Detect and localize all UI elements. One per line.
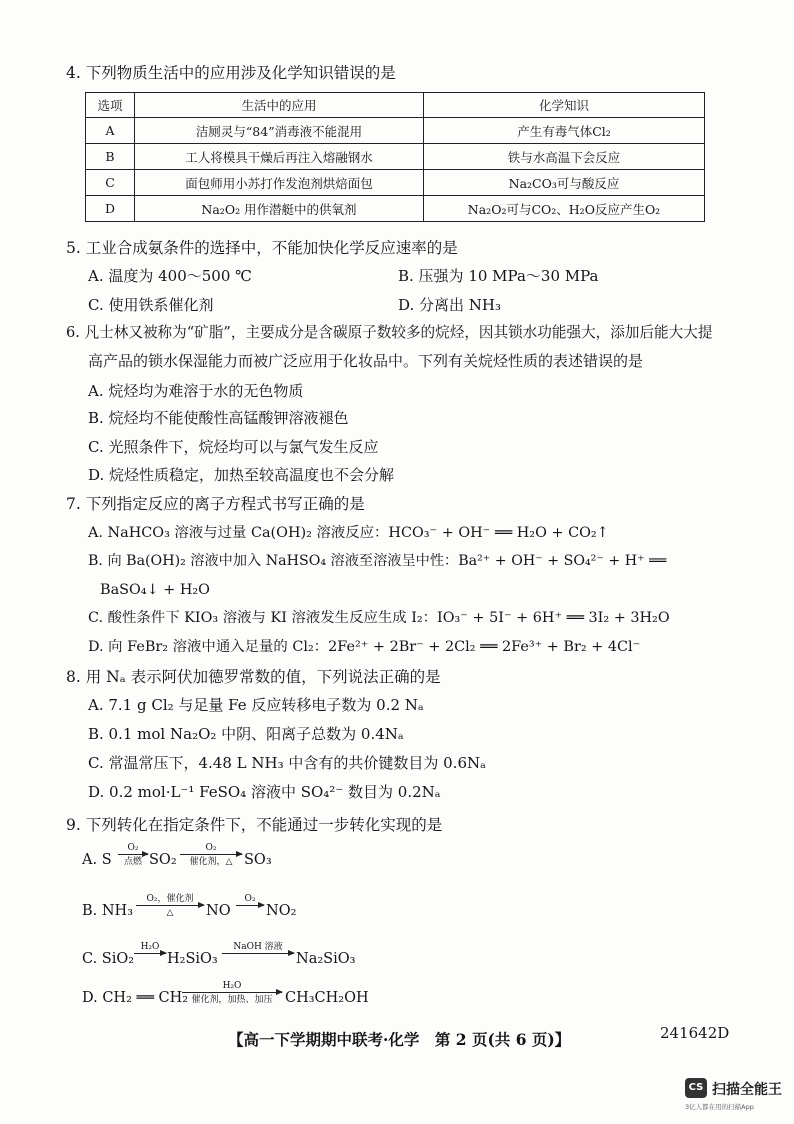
q8-option-d: D. 0.2 mol·L⁻¹ FeSO₄ 溶液中 SO₄²⁻ 数目为 0.2Nₐ [88,783,441,801]
q6-stem-line2: 高产品的锁水保湿能力而被广泛应用于化妆品中。下列有关烷烃性质的表述错误的是 [88,352,644,370]
reaction-arrow-icon [222,953,294,954]
cell: 面包师用小苏打作发泡剂烘焙面包 [135,170,424,196]
q8-option-c: C. 常温常压下，4.48 L NH₃ 中含有的共价键数目为 0.6Nₐ [88,754,486,772]
reaction-arrow-icon [134,953,166,954]
q7-option-b-line1: B. 向 Ba(OH)₂ 溶液中加入 NaHSO₄ 溶液至溶液呈中性：Ba²⁺ + OH⁻ + SO₄²⁻ + H⁺ ══ [88,553,667,569]
camscanner-logo-icon: CS [685,1078,707,1098]
q9c-intermediate: H₂SiO₃ [167,951,218,967]
watermark-app-name: 扫描全能王 [712,1082,782,1098]
q4-stem: 4. 下列物质生活中的应用涉及化学知识错误的是 [66,64,396,82]
q9-stem: 9. 下列转化在指定条件下，不能通过一步转化实现的是 [66,816,443,834]
arrow-condition-top: O₂ [205,843,217,853]
q5-option-d: D. 分离出 NH₃ [398,296,502,314]
q6-option-b: B. 烷烃均不能使酸性高锰酸钾溶液褪色 [88,409,349,427]
q9d-product: CH₃CH₂OH [285,990,369,1006]
arrow-condition-top: O₂ [244,894,256,904]
arrow-condition-bottom: 催化剂，△ [189,857,233,867]
reaction-arrow-icon [118,854,148,855]
reaction-arrow-icon [236,905,264,906]
cell: 产生有毒气体Cl₂ [424,118,705,144]
arrow-condition-top: O₂，催化剂 [146,894,194,904]
col-option: 选项 [86,93,135,118]
cell: Na₂O₂可与CO₂、H₂O反应产生O₂ [424,196,705,222]
q7-option-b-line2: BaSO₄↓ + H₂O [100,582,210,598]
q6-option-d: D. 烷烃性质稳定，加热至较高温度也不会分解 [88,466,395,484]
q5-option-b: B. 压强为 10 MPa～30 MPa [398,267,599,285]
cell: 洁厕灵与“84”消毒液不能混用 [135,118,424,144]
q5-stem: 5. 工业合成氨条件的选择中，不能加快化学反应速率的是 [66,239,458,257]
q9a-intermediate: SO₂ [149,852,177,868]
table-header-row [86,93,705,118]
arrow-condition-top: H₂O [222,981,242,991]
q6-option-c: C. 光照条件下，烷烃均可以与氯气发生反应 [88,438,379,456]
reaction-arrow-icon [182,992,282,993]
cell: D [86,196,135,222]
col-knowledge: 化学知识 [424,93,705,118]
q8-option-a: A. 7.1 g Cl₂ 与足量 Fe 反应转移电子数为 0.2 Nₐ [88,696,424,714]
table-row [86,196,705,222]
q7-option-c: C. 酸性条件下 KIO₃ 溶液与 KI 溶液发生反应生成 I₂：IO₃⁻ + 5I⁻ + 6H⁺ ══ 3I₂ + 3H₂O [88,610,670,626]
cell: C [86,170,135,196]
paper-code: 241642D [660,1024,730,1042]
reaction-arrow-icon [180,854,242,855]
q7-option-d: D. 向 FeBr₂ 溶液中通入足量的 Cl₂：2Fe²⁺ + 2Br⁻ + 2Cl₂ ══ 2Fe³⁺ + Br₂ + 4Cl⁻ [88,639,641,655]
q9a-reactant: A. S [82,852,112,868]
q7-option-a: A. NaHCO₃ 溶液与过量 Ca(OH)₂ 溶液反应：HCO₃⁻ + OH⁻ ══ H₂O + CO₂↑ [88,525,609,541]
q9b-product: NO₂ [266,903,297,919]
q6-option-a: A. 烷烃均为难溶于水的无色物质 [88,382,304,400]
arrow-condition-top: H₂O [140,942,160,952]
cell: Na₂O₂ 用作潜艇中的供氧剂 [135,196,424,222]
q9d-reactant: D. CH₂ ══ CH₂ [82,990,189,1006]
q4-table [85,92,705,222]
table-row [86,170,705,196]
cell: 铁与水高温下会反应 [424,144,705,170]
q8-option-b: B. 0.1 mol Na₂O₂ 中阴、阳离子总数为 0.4Nₐ [88,725,404,743]
table-row [86,144,705,170]
watermark-tagline: 3亿人都在用的扫描App [685,1103,754,1111]
q8-stem: 8. 用 Nₐ 表示阿伏加德罗常数的值，下列说法正确的是 [66,668,441,686]
reaction-arrow-icon [136,905,204,906]
cell: 工人将模具干燥后再注入熔融钢水 [135,144,424,170]
cell: B [86,144,135,170]
q9b-intermediate: NO [206,903,231,919]
q7-stem: 7. 下列指定反应的离子方程式书写正确的是 [66,495,365,513]
arrow-condition-top: NaOH 溶液 [233,942,283,952]
q9c-reactant: C. SiO₂ [82,951,135,967]
arrow-condition-top: O₂ [127,843,139,853]
q9c-product: Na₂SiO₃ [296,951,356,967]
arrow-condition-bottom: 点燃 [123,857,142,867]
arrow-condition-bottom: 催化剂，加热、加压 [191,995,273,1005]
cell: A [86,118,135,144]
q9b-reactant: B. NH₃ [82,903,134,919]
q9a-product: SO₃ [244,852,272,868]
cell: Na₂CO₃可与酸反应 [424,170,705,196]
q5-option-a: A. 温度为 400～500 ℃ [88,267,252,285]
page-footer: 【高一下学期期中联考·化学 第 2 页(共 6 页)】 [228,1030,571,1049]
q5-option-c: C. 使用铁系催化剂 [88,296,214,314]
table-row [86,118,705,144]
arrow-condition-bottom: △ [166,908,174,918]
q6-stem-line1: 6. 凡士林又被称为“矿脂”，主要成分是含碳原子数较多的烷烃，因其锁水功能强大，添加后能大大提 [66,324,713,341]
col-application: 生活中的应用 [135,93,424,118]
